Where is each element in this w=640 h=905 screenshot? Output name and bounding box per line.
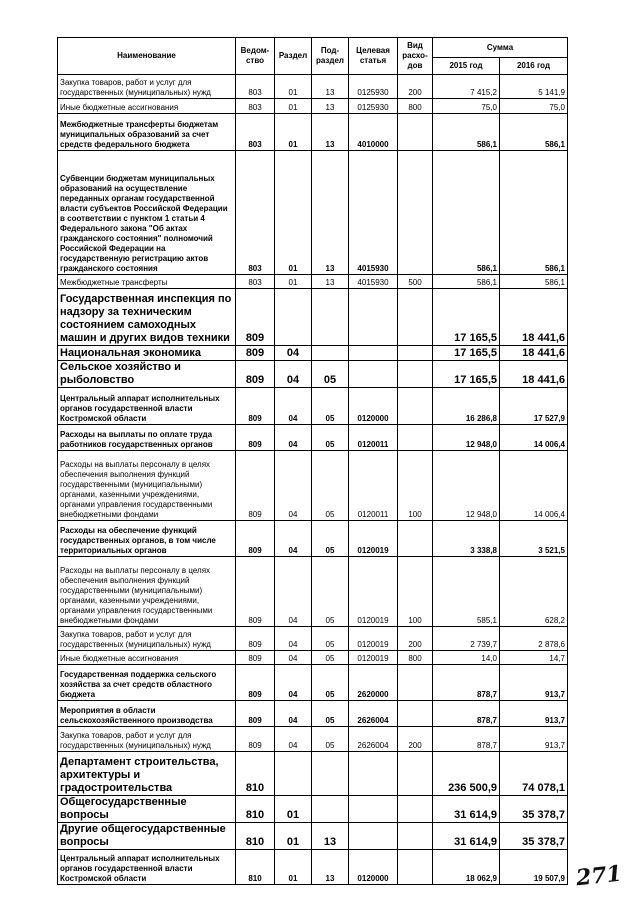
cell-sum-2016: 586,1 <box>500 151 568 275</box>
cell-sum-2015: 31 614,9 <box>433 796 500 823</box>
cell-sum-2015: 17 165,5 <box>433 289 500 346</box>
cell-sum-2015: 18 062,9 <box>433 850 500 885</box>
cell-podrazdel: 05 <box>312 361 349 388</box>
table-row <box>58 796 568 823</box>
cell-sum-2016: 2 878,6 <box>500 627 568 651</box>
cell-vid <box>398 361 433 388</box>
cell-vid <box>398 114 433 151</box>
cell-podrazdel: 05 <box>312 651 349 665</box>
cell-vedomstvo: 809 <box>236 388 275 425</box>
cell-sum-2016: 18 441,6 <box>500 289 568 346</box>
cell-vid <box>398 752 433 796</box>
cell-stat <box>349 823 398 850</box>
cell-stat: 0120019 <box>349 651 398 665</box>
cell-stat: 0125930 <box>349 99 398 114</box>
cell-stat <box>349 361 398 388</box>
page-number: 271 <box>574 860 624 892</box>
col-name: Наименование <box>58 38 236 75</box>
cell-sum-2016: 75,0 <box>500 99 568 114</box>
cell-stat: 0120000 <box>349 850 398 885</box>
cell-stat: 0120011 <box>349 425 398 451</box>
table-row <box>58 557 568 627</box>
cell-stat: 2620000 <box>349 665 398 701</box>
cell-sum-2015: 878,7 <box>433 701 500 727</box>
cell-podrazdel: 13 <box>312 850 349 885</box>
cell-name: Межбюджетные трансферты бюджетам муниципальных образований за счет средств федерального бюджета <box>58 114 236 151</box>
col-vedomstvo: Ведом-ство <box>236 38 275 75</box>
table-row <box>58 114 568 151</box>
cell-sum-2016: 913,7 <box>500 665 568 701</box>
cell-sum-2016: 913,7 <box>500 727 568 752</box>
cell-vedomstvo: 809 <box>236 451 275 521</box>
cell-podrazdel: 05 <box>312 557 349 627</box>
cell-sum-2015: 586,1 <box>433 151 500 275</box>
cell-sum-2016: 586,1 <box>500 275 568 289</box>
cell-vedomstvo: 803 <box>236 151 275 275</box>
cell-vedomstvo: 809 <box>236 665 275 701</box>
cell-stat: 2626004 <box>349 701 398 727</box>
cell-vedomstvo: 809 <box>236 651 275 665</box>
cell-podrazdel <box>312 289 349 346</box>
budget-table <box>57 37 568 885</box>
cell-sum-2016: 35 378,7 <box>500 823 568 850</box>
cell-podrazdel: 05 <box>312 388 349 425</box>
table-row <box>58 151 568 275</box>
cell-name: Сельское хозяйство и рыболовство <box>58 361 236 388</box>
cell-name: Национальная экономика <box>58 346 236 361</box>
table-row <box>58 275 568 289</box>
cell-razdel: 01 <box>275 796 312 823</box>
cell-vedomstvo: 809 <box>236 361 275 388</box>
cell-vid <box>398 701 433 727</box>
table-row <box>58 99 568 114</box>
cell-vid <box>398 850 433 885</box>
cell-vid <box>398 665 433 701</box>
table-row <box>58 651 568 665</box>
cell-vedomstvo: 809 <box>236 557 275 627</box>
cell-vid: 200 <box>398 727 433 752</box>
cell-stat: 4015930 <box>349 151 398 275</box>
cell-vedomstvo: 803 <box>236 75 275 99</box>
cell-name: Расходы на выплаты по оплате труда работников государственных органов <box>58 425 236 451</box>
col-vid: Вид расхо-дов <box>398 38 433 75</box>
cell-stat: 4015930 <box>349 275 398 289</box>
cell-podrazdel: 13 <box>312 114 349 151</box>
cell-razdel: 04 <box>275 451 312 521</box>
cell-sum-2015: 16 286,8 <box>433 388 500 425</box>
cell-vid <box>398 823 433 850</box>
cell-stat: 0120000 <box>349 388 398 425</box>
cell-sum-2015: 586,1 <box>433 114 500 151</box>
cell-podrazdel: 13 <box>312 823 349 850</box>
cell-sum-2015: 7 415,2 <box>433 75 500 99</box>
cell-razdel: 01 <box>275 850 312 885</box>
table-row <box>58 521 568 557</box>
cell-vedomstvo: 809 <box>236 521 275 557</box>
cell-name: Центральный аппарат исполнительных органов государственной власти Костромской области <box>58 850 236 885</box>
cell-vid <box>398 289 433 346</box>
cell-name: Мероприятия в области сельскохозяйственного производства <box>58 701 236 727</box>
cell-razdel: 04 <box>275 361 312 388</box>
cell-vid <box>398 796 433 823</box>
cell-stat <box>349 289 398 346</box>
cell-sum-2015: 236 500,9 <box>433 752 500 796</box>
cell-razdel: 04 <box>275 665 312 701</box>
cell-podrazdel <box>312 752 349 796</box>
cell-name: Общегосударственные вопросы <box>58 796 236 823</box>
cell-sum-2016: 628,2 <box>500 557 568 627</box>
cell-sum-2016: 913,7 <box>500 701 568 727</box>
cell-vid: 800 <box>398 651 433 665</box>
cell-vedomstvo: 810 <box>236 823 275 850</box>
cell-razdel: 01 <box>275 114 312 151</box>
cell-vid: 200 <box>398 627 433 651</box>
cell-name: Субвенции бюджетам муниципальных образований на осуществление переданных органам государственной власти субъектов Российской Федерации в соответствии с пунктом 1 статьи 4 Федерального закона "Об актах гражданского состояния" полномочий Российской Федерации на государственную регистрацию актов гражданского состояния <box>58 151 236 275</box>
cell-sum-2015: 17 165,5 <box>433 346 500 361</box>
cell-vedomstvo: 809 <box>236 346 275 361</box>
cell-sum-2016: 18 441,6 <box>500 361 568 388</box>
col-podrazdel: Под-раздел <box>312 38 349 75</box>
cell-sum-2015: 2 739,7 <box>433 627 500 651</box>
cell-stat: 0120011 <box>349 451 398 521</box>
cell-razdel: 04 <box>275 651 312 665</box>
table-row <box>58 75 568 99</box>
cell-podrazdel: 05 <box>312 701 349 727</box>
cell-name: Другие общегосударственные вопросы <box>58 823 236 850</box>
table-row <box>58 727 568 752</box>
cell-podrazdel <box>312 796 349 823</box>
cell-stat: 0120019 <box>349 557 398 627</box>
cell-sum-2016: 14 006,4 <box>500 451 568 521</box>
cell-vedomstvo: 803 <box>236 114 275 151</box>
col-2015: 2015 год <box>433 58 500 75</box>
cell-vedomstvo: 810 <box>236 796 275 823</box>
cell-razdel: 04 <box>275 425 312 451</box>
cell-stat <box>349 796 398 823</box>
cell-vid <box>398 521 433 557</box>
cell-sum-2015: 31 614,9 <box>433 823 500 850</box>
cell-sum-2015: 12 948,0 <box>433 451 500 521</box>
cell-name: Государственная поддержка сельского хозяйства за счет средств областного бюджета <box>58 665 236 701</box>
cell-podrazdel: 05 <box>312 451 349 521</box>
cell-name: Департамент строительства, архитектуры и градостроительства <box>58 752 236 796</box>
table-row <box>58 627 568 651</box>
table-row <box>58 425 568 451</box>
cell-name: Центральный аппарат исполнительных органов государственной власти Костромской области <box>58 388 236 425</box>
cell-name: Расходы на выплаты персоналу в целях обеспечения выполнения функций государственными (муниципальными) органами, казенными учреждениями, органами управления государственными внебюджетными фондами <box>58 557 236 627</box>
cell-razdel: 01 <box>275 275 312 289</box>
cell-podrazdel: 13 <box>312 75 349 99</box>
cell-vid: 100 <box>398 451 433 521</box>
cell-sum-2016: 18 441,6 <box>500 346 568 361</box>
cell-vedomstvo: 803 <box>236 275 275 289</box>
cell-vid: 200 <box>398 75 433 99</box>
cell-razdel: 01 <box>275 99 312 114</box>
cell-podrazdel <box>312 346 349 361</box>
cell-vid: 800 <box>398 99 433 114</box>
cell-vid <box>398 346 433 361</box>
cell-sum-2016: 17 527,9 <box>500 388 568 425</box>
table-body <box>58 75 568 885</box>
table-row <box>58 752 568 796</box>
cell-razdel: 04 <box>275 346 312 361</box>
cell-vedomstvo: 809 <box>236 701 275 727</box>
cell-stat: 0120019 <box>349 521 398 557</box>
cell-sum-2016: 74 078,1 <box>500 752 568 796</box>
budget-table-container <box>57 37 568 885</box>
table-row <box>58 701 568 727</box>
col-razdel: Раздел <box>275 38 312 75</box>
cell-sum-2016: 586,1 <box>500 114 568 151</box>
cell-stat: 2626004 <box>349 727 398 752</box>
cell-vid: 100 <box>398 557 433 627</box>
cell-name: Государственная инспекция по надзору за техническим состоянием самоходных машин и других видов техники <box>58 289 236 346</box>
cell-podrazdel: 13 <box>312 275 349 289</box>
cell-razdel: 04 <box>275 557 312 627</box>
cell-podrazdel: 05 <box>312 425 349 451</box>
col-2016: 2016 год <box>500 58 568 75</box>
cell-podrazdel: 05 <box>312 521 349 557</box>
cell-razdel: 01 <box>275 75 312 99</box>
table-row <box>58 361 568 388</box>
cell-name: Иные бюджетные ассигнования <box>58 651 236 665</box>
cell-vedomstvo: 810 <box>236 752 275 796</box>
cell-name: Закупка товаров, работ и услуг для государственных (муниципальных) нужд <box>58 727 236 752</box>
cell-stat: 0125930 <box>349 75 398 99</box>
cell-sum-2015: 17 165,5 <box>433 361 500 388</box>
table-row <box>58 346 568 361</box>
cell-name: Расходы на выплаты персоналу в целях обеспечения выполнения функций государственными (муниципальными) органами, казенными учреждениями, органами управления государственными внебюджетными фондами <box>58 451 236 521</box>
cell-stat <box>349 752 398 796</box>
cell-razdel: 04 <box>275 627 312 651</box>
cell-sum-2015: 878,7 <box>433 727 500 752</box>
cell-sum-2015: 14,0 <box>433 651 500 665</box>
cell-razdel: 04 <box>275 727 312 752</box>
cell-vedomstvo: 803 <box>236 99 275 114</box>
cell-vid: 500 <box>398 275 433 289</box>
cell-name: Расходы на обеспечение функций государственных органов, в том числе территориальных органов <box>58 521 236 557</box>
cell-sum-2015: 3 338,8 <box>433 521 500 557</box>
cell-sum-2016: 3 521,5 <box>500 521 568 557</box>
cell-sum-2015: 585,1 <box>433 557 500 627</box>
cell-name: Иные бюджетные ассигнования <box>58 99 236 114</box>
cell-sum-2016: 5 141,9 <box>500 75 568 99</box>
cell-sum-2016: 35 378,7 <box>500 796 568 823</box>
cell-vedomstvo: 809 <box>236 425 275 451</box>
cell-vid <box>398 388 433 425</box>
table-row <box>58 850 568 885</box>
table-row <box>58 451 568 521</box>
cell-podrazdel: 05 <box>312 727 349 752</box>
cell-razdel: 01 <box>275 823 312 850</box>
cell-podrazdel: 13 <box>312 99 349 114</box>
table-row <box>58 665 568 701</box>
cell-podrazdel: 13 <box>312 151 349 275</box>
cell-stat: 4010000 <box>349 114 398 151</box>
cell-vid <box>398 151 433 275</box>
cell-sum-2015: 75,0 <box>433 99 500 114</box>
table-row <box>58 388 568 425</box>
cell-vedomstvo: 810 <box>236 850 275 885</box>
cell-razdel <box>275 289 312 346</box>
cell-sum-2016: 19 507,9 <box>500 850 568 885</box>
cell-razdel <box>275 752 312 796</box>
cell-sum-2016: 14 006,4 <box>500 425 568 451</box>
cell-razdel: 04 <box>275 388 312 425</box>
cell-podrazdel: 05 <box>312 665 349 701</box>
cell-sum-2016: 14,7 <box>500 651 568 665</box>
cell-vedomstvo: 809 <box>236 289 275 346</box>
cell-razdel: 01 <box>275 151 312 275</box>
cell-vedomstvo: 809 <box>236 727 275 752</box>
cell-sum-2015: 12 948,0 <box>433 425 500 451</box>
cell-razdel: 04 <box>275 701 312 727</box>
cell-podrazdel: 05 <box>312 627 349 651</box>
col-summa: Сумма <box>433 38 568 58</box>
cell-vid <box>398 425 433 451</box>
cell-stat <box>349 346 398 361</box>
table-row <box>58 823 568 850</box>
cell-name: Закупка товаров, работ и услуг для государственных (муниципальных) нужд <box>58 75 236 99</box>
col-stat: Целевая статья <box>349 38 398 75</box>
cell-vedomstvo: 809 <box>236 627 275 651</box>
cell-sum-2015: 586,1 <box>433 275 500 289</box>
cell-sum-2015: 878,7 <box>433 665 500 701</box>
cell-stat: 0120019 <box>349 627 398 651</box>
cell-name: Межбюджетные трансферты <box>58 275 236 289</box>
cell-name: Закупка товаров, работ и услуг для государственных (муниципальных) нужд <box>58 627 236 651</box>
cell-razdel: 04 <box>275 521 312 557</box>
table-row <box>58 289 568 346</box>
